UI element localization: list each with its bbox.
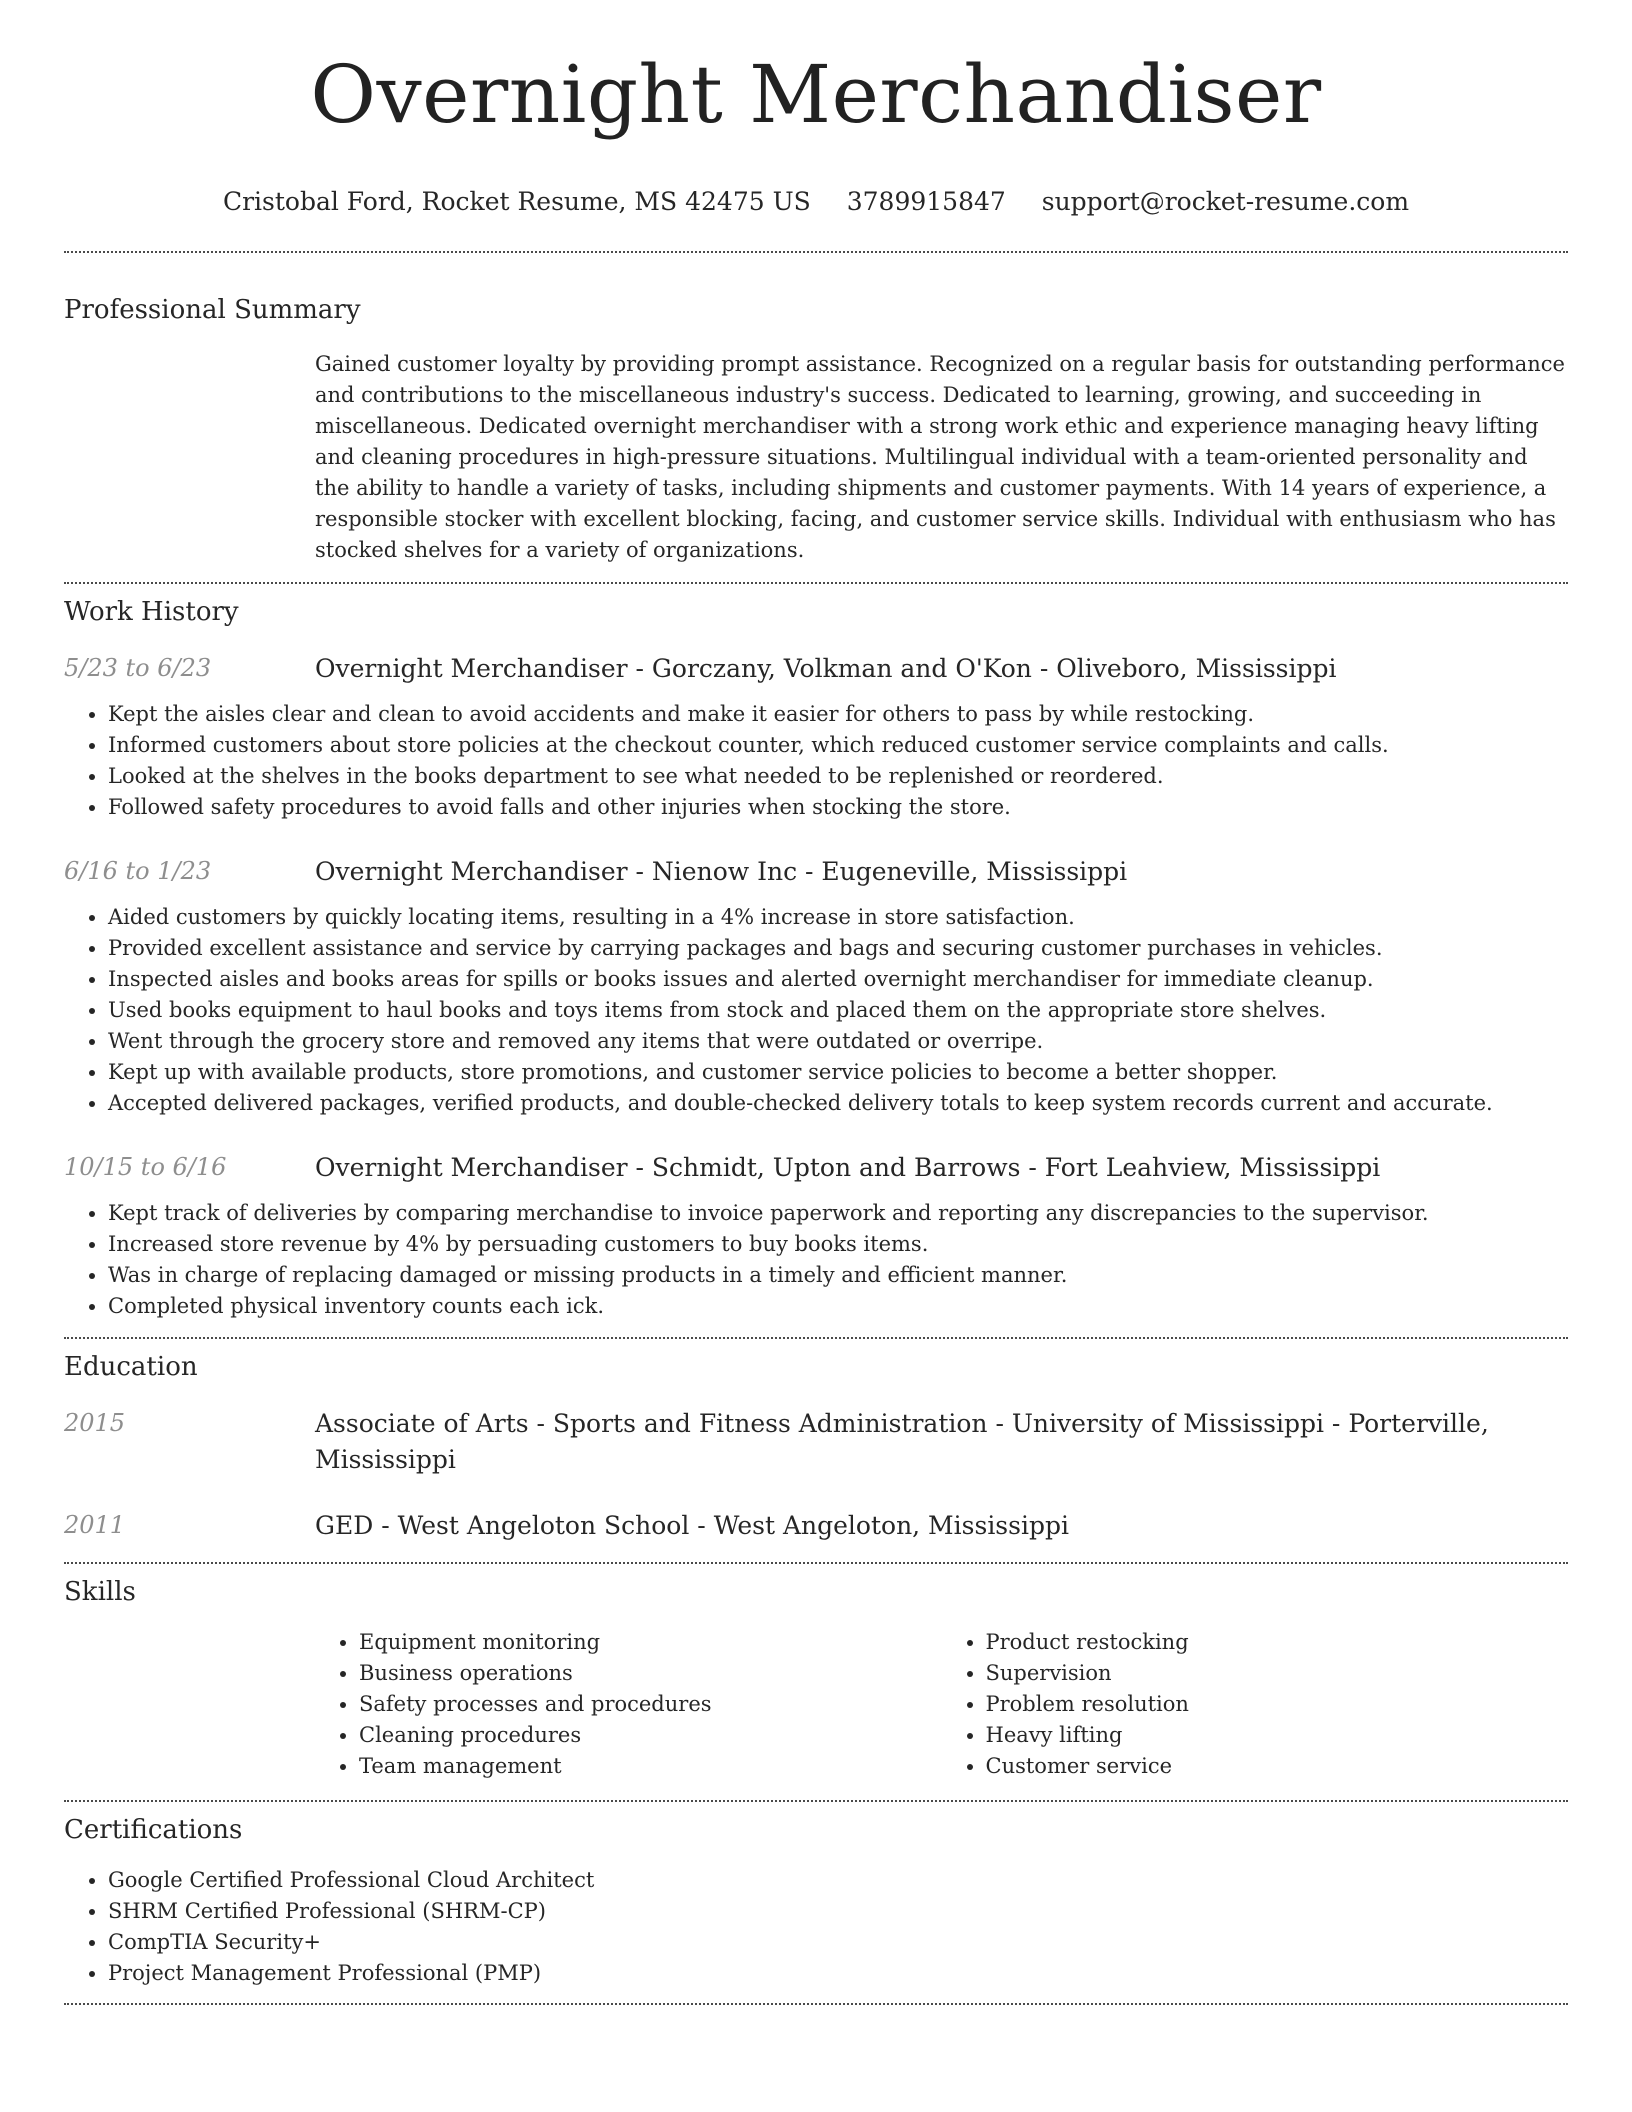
education-entry xyxy=(64,1406,1568,1478)
list-item: • Informed customers about store policies at the checkout counter, which reduced customer service complaints and calls. xyxy=(108,730,1568,761)
job-dates: 6/16 to 1/23 xyxy=(64,857,212,885)
list-item: • Provided excellent assistance and service by carrying packages and bags and securing customer purchases in vehicles. xyxy=(108,933,1568,964)
certifications-list xyxy=(64,1865,1568,1989)
list-item: • Went through the grocery store and removed any items that were outdated or overripe. xyxy=(108,1026,1568,1057)
skills-heading: Skills xyxy=(64,1577,136,1607)
list-item: • Safety processes and procedures xyxy=(359,1689,942,1720)
list-item: • Kept the aisles clear and clean to avoid accidents and make it easier for others to pass by while restocking. xyxy=(108,699,1568,730)
education-section xyxy=(64,1350,1568,1544)
contact-phone: 3789915847 xyxy=(846,187,1006,216)
job-dates: 5/23 to 6/23 xyxy=(64,654,212,682)
education-year: 2015 xyxy=(64,1409,126,1437)
job-title: Overnight Merchandiser - Nienow Inc - Eugeneville, Mississippi xyxy=(315,857,1128,886)
list-item: • Was in charge of replacing damaged or missing products in a timely and efficient manner. xyxy=(108,1260,1568,1291)
list-item: • Product restocking xyxy=(986,1627,1569,1658)
divider xyxy=(64,1562,1568,1564)
list-item: • Equipment monitoring xyxy=(359,1627,942,1658)
education-heading: Education xyxy=(64,1352,198,1382)
list-item: • CompTIA Security+ xyxy=(108,1927,1568,1958)
list-item: • Google Certified Professional Cloud Architect xyxy=(108,1865,1568,1896)
summary-section xyxy=(64,293,1568,566)
list-item: • Heavy lifting xyxy=(986,1720,1569,1751)
list-item: • Increased store revenue by 4% by persuading customers to buy books items. xyxy=(108,1229,1568,1260)
job-entry xyxy=(64,854,1568,1119)
list-item: • Kept up with available products, store promotions, and customer service policies to become a better shopper. xyxy=(108,1057,1568,1088)
contact-email: support@rocket-resume.com xyxy=(1041,187,1410,216)
list-item: • Looked at the shelves in the books department to see what needed to be replenished or reordered. xyxy=(108,761,1568,792)
education-detail: GED - West Angeloton School - West Angeloton, Mississippi xyxy=(315,1511,1069,1540)
job-header xyxy=(64,854,1568,890)
job-header xyxy=(64,651,1568,687)
skills-column-right xyxy=(942,1627,1569,1782)
job-entry xyxy=(64,651,1568,823)
summary-text: Gained customer loyalty by providing prompt assistance. Recognized on a regular basis for outstanding performance and contributions to the miscellaneous industry's success. Dedicated to learning, growing, and succeeding in miscellaneous. Dedicated overnight merchandiser with a strong work ethic and experience managing heavy lifting and cleaning procedures in high-pressure situations. Multilingual individual with a team-oriented personality and the ability to handle a variety of tasks, including shipments and customer payments. With 14 years of experience, a responsible stocker with excellent blocking, facing, and customer service skills. Individual with enthusiasm who has stocked shelves for a variety of organizations. xyxy=(315,352,1565,562)
list-item: • Cleaning procedures xyxy=(359,1720,942,1751)
list-item: • Completed physical inventory counts each ick. xyxy=(108,1291,1568,1322)
list-item: • Followed safety procedures to avoid falls and other injuries when stocking the store. xyxy=(108,792,1568,823)
summary-heading: Professional Summary xyxy=(64,295,361,325)
list-item: • Supervision xyxy=(986,1658,1569,1689)
divider xyxy=(64,2003,1568,2005)
work-section xyxy=(64,595,1568,1322)
job-header xyxy=(64,1150,1568,1186)
list-item: • Business operations xyxy=(359,1658,942,1689)
divider xyxy=(64,1800,1568,1802)
certifications-heading: Certifications xyxy=(64,1815,243,1845)
skills-section xyxy=(64,1575,1568,1782)
education-year: 2011 xyxy=(64,1511,126,1539)
work-heading: Work History xyxy=(64,597,239,627)
skills-column-left xyxy=(315,1627,942,1782)
resume-title: Overnight Merchandiser xyxy=(310,48,1322,141)
list-item: • Inspected aisles and books areas for spills or books issues and alerted overnight merchandiser for immediate cleanup. xyxy=(108,964,1568,995)
job-title: Overnight Merchandiser - Schmidt, Upton and Barrows - Fort Leahview, Mississippi xyxy=(315,1153,1381,1182)
job-title: Overnight Merchandiser - Gorczany, Volkman and O'Kon - Oliveboro, Mississippi xyxy=(315,654,1337,683)
list-item: • Aided customers by quickly locating items, resulting in a 4% increase in store satisfaction. xyxy=(108,902,1568,933)
list-item: • Project Management Professional (PMP) xyxy=(108,1958,1568,1989)
job-bullets xyxy=(64,699,1568,823)
contact-line xyxy=(64,182,1568,222)
contact-address: Cristobal Ford, Rocket Resume, MS 42475 US xyxy=(222,187,811,216)
job-entry xyxy=(64,1150,1568,1322)
job-bullets xyxy=(64,902,1568,1119)
list-item: • Used books equipment to haul books and toys items from stock and placed them on the appropriate store shelves. xyxy=(108,995,1568,1026)
education-detail: Associate of Arts - Sports and Fitness Administration - University of Mississippi - Porterville, Mississippi xyxy=(315,1409,1489,1474)
list-item: • SHRM Certified Professional (SHRM-CP) xyxy=(108,1896,1568,1927)
divider xyxy=(64,1337,1568,1339)
job-bullets xyxy=(64,1198,1568,1322)
list-item: • Accepted delivered packages, verified products, and double-checked delivery totals to keep system records current and accurate. xyxy=(108,1088,1568,1119)
list-item: • Team management xyxy=(359,1751,942,1782)
job-dates: 10/15 to 6/16 xyxy=(64,1153,227,1181)
divider xyxy=(64,582,1568,584)
skills-grid xyxy=(315,1627,1568,1782)
list-item: • Kept track of deliveries by comparing merchandise to invoice paperwork and reporting any discrepancies to the supervisor. xyxy=(108,1198,1568,1229)
list-item: • Problem resolution xyxy=(986,1689,1569,1720)
certifications-section xyxy=(64,1813,1568,1989)
education-entry xyxy=(64,1508,1568,1544)
resume-page xyxy=(64,0,1568,2005)
divider xyxy=(64,251,1568,253)
list-item: • Customer service xyxy=(986,1751,1569,1782)
